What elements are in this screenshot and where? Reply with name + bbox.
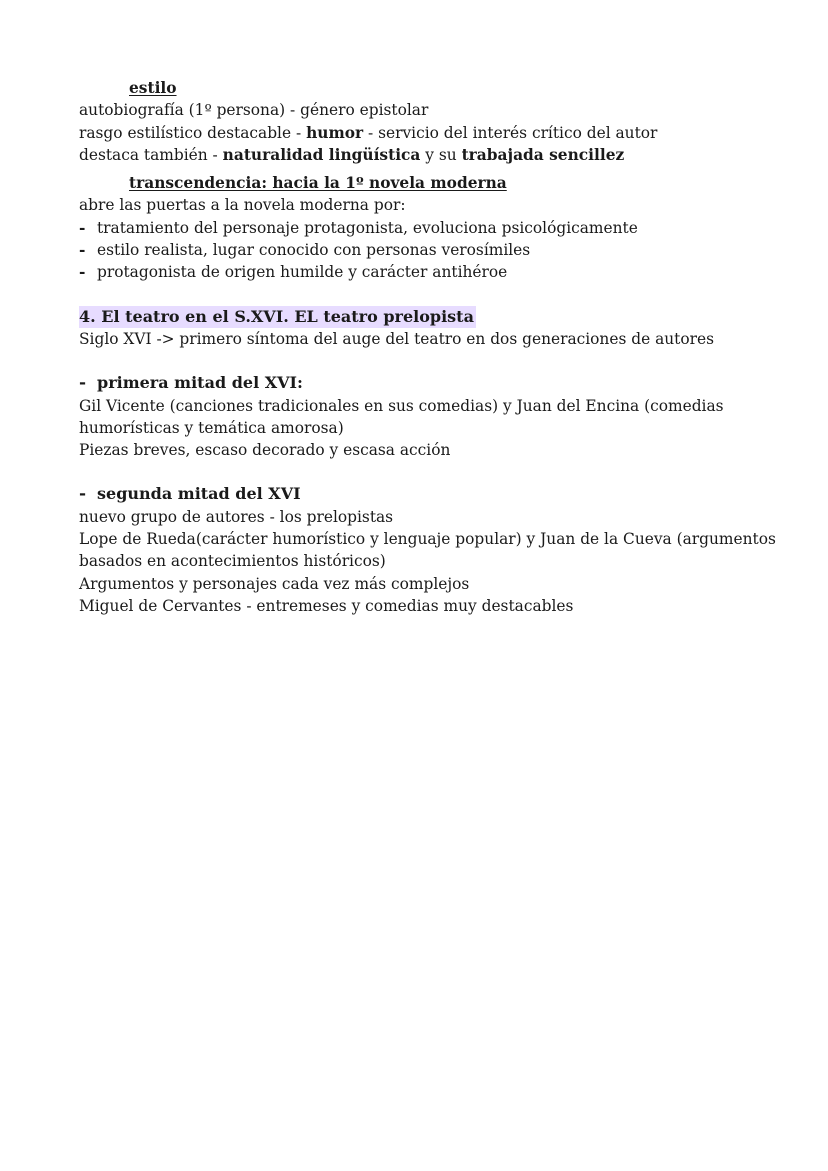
- estilo-naturalidad-bold: naturalidad lingüística: [222, 145, 421, 164]
- segunda-mitad-title-text: segunda mitad del XVI: [97, 484, 301, 504]
- primera-mitad-title-text: primera mitad del XVI:: [97, 373, 303, 393]
- estilo-line-naturalidad-c: y su: [420, 145, 462, 164]
- document-page: [79, 77, 779, 617]
- spacer: [79, 350, 779, 372]
- section-4-intro: Siglo XVI -> primero síntoma del auge del teatro en dos generaciones de autores: [79, 329, 714, 348]
- list-item-text: estilo realista, lugar conocido con personas verosímiles: [97, 241, 531, 260]
- primera-line-autores: Gil Vicente (canciones tradicionales en sus comedias) y Juan del Encina (comedias humorísticas y temática amorosa): [79, 396, 724, 437]
- segunda-line-lope: Lope de Rueda(carácter humorístico y lenguaje popular) y Juan de la Cueva (argumentos basados en acontecimientos históricos): [79, 530, 776, 571]
- estilo-humor-bold: humor: [306, 123, 364, 142]
- list-item: [79, 217, 779, 239]
- primera-mitad-title: [79, 372, 779, 394]
- list-item: [79, 261, 779, 283]
- dash-bullet: -: [79, 484, 87, 505]
- transcendencia-intro: abre las puertas a la novela moderna por:: [79, 196, 406, 215]
- segunda-line-cervantes: Miguel de Cervantes - entremeses y comedias muy destacables: [79, 596, 574, 615]
- section-4-title: 4. El teatro en el S.XVI. EL teatro prelopista: [79, 306, 476, 328]
- primera-line-piezas: Piezas breves, escaso decorado y escasa acción: [79, 441, 451, 460]
- estilo-line-naturalidad-a: destaca también -: [79, 145, 223, 164]
- segunda-line-argumentos: Argumentos y personajes cada vez más complejos: [79, 574, 470, 593]
- dash-bullet: -: [79, 373, 87, 394]
- list-item-text: tratamiento del personaje protagonista, evoluciona psicológicamente: [97, 218, 638, 237]
- estilo-line-naturalidad: [79, 144, 779, 166]
- spacer: [79, 284, 779, 306]
- estilo-line-autobiografia: autobiografía (1º persona) - género epistolar: [79, 101, 429, 120]
- estilo-line-humor-c: - servicio del interés crítico del autor: [363, 123, 658, 142]
- list-item-text: protagonista de origen humilde y carácter antihéroe: [97, 263, 508, 282]
- dash-bullet: -: [79, 263, 86, 282]
- estilo-sencillez-bold: trabajada sencillez: [461, 145, 625, 164]
- transcendencia-heading: transcendencia: hacia la 1º novela moderna: [129, 174, 507, 193]
- dash-bullet: -: [79, 241, 86, 260]
- dash-bullet: -: [79, 218, 86, 237]
- segunda-line-prelopistas: nuevo grupo de autores - los prelopistas: [79, 507, 394, 526]
- estilo-heading: estilo: [129, 79, 177, 97]
- estilo-line-humor-a: rasgo estilístico destacable -: [79, 123, 307, 142]
- estilo-line-humor: [79, 122, 779, 144]
- list-item: [79, 239, 779, 261]
- spacer: [79, 461, 779, 483]
- segunda-mitad-title: [79, 483, 779, 505]
